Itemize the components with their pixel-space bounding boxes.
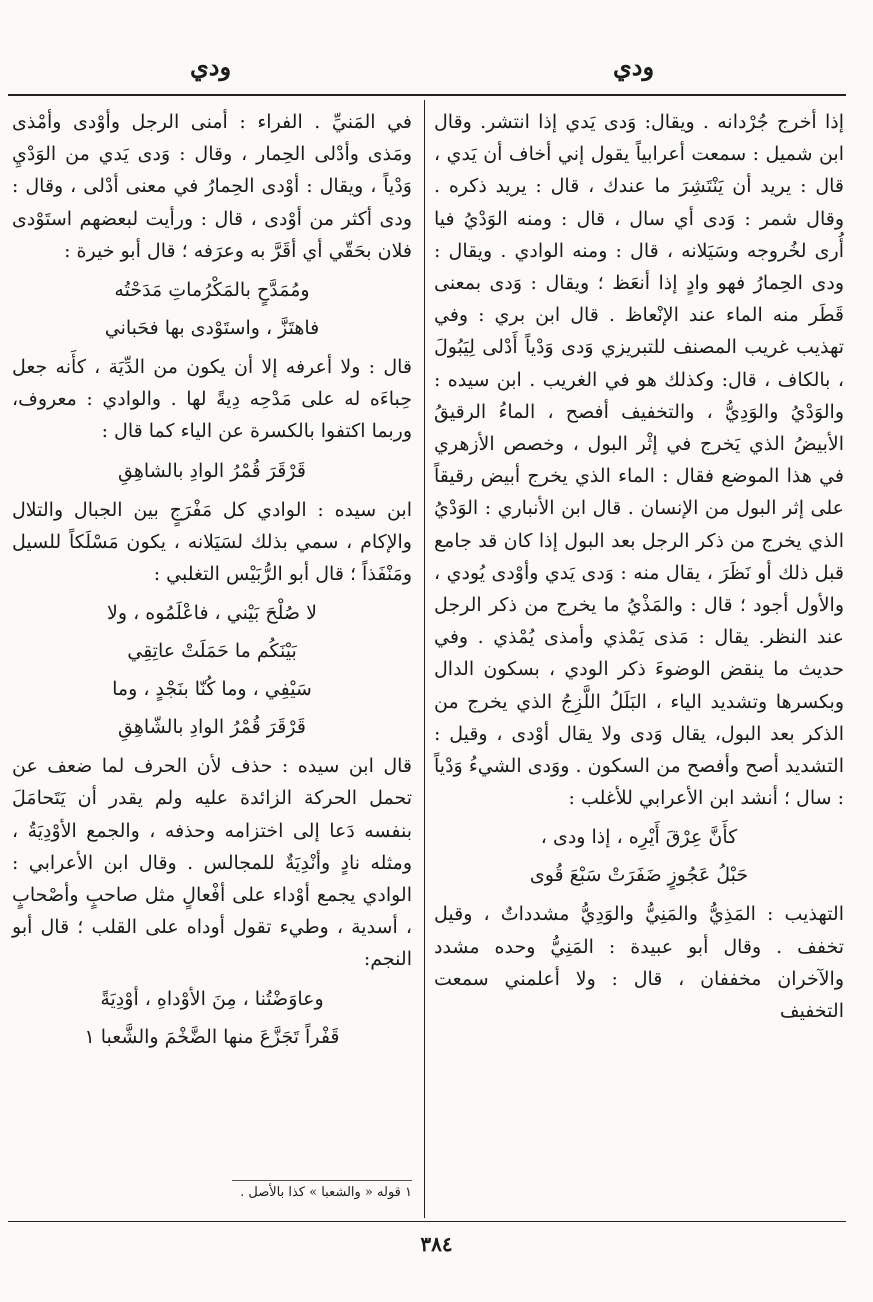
left-verse-4-line-1: وعاوَضْتُنا ، مِنَ الأوْداهِ ، أوْدِيَةً [100, 987, 324, 1010]
left-paragraph-2: قال : ولا أعرفه إلا أن يكون من الدِّيَة ، كأَنه جعل حِباءَه له على مَدْحِه دِيةً لها . والوادي : معروف، وربما اكتفوا بالكسرة عن الياء كما قال : [12, 356, 412, 443]
column-divider [424, 100, 425, 1218]
headword-left: ودي [190, 52, 232, 81]
left-column [12, 106, 412, 1060]
right-column [434, 106, 844, 1027]
left-verse-1-line-2: فاهتَزَّ ، واستَوْدى بها فحَباني [104, 317, 320, 340]
right-verse-line-2: حَبْلُ عَجُوزٍ ضَفَرَتْ سَبْعَ قُوى [529, 864, 749, 887]
left-paragraph-3: ابن سيده : الوادي كل مَفْرَجٍ بين الجبال والتلال والإكام ، سمي بذلك لسَيَلانه ، يكون مَسْلَكاً للسيل ومَنْفَذاً ؛ قال أبو الرُّبَيْس التغلبي : [12, 498, 412, 586]
bottom-rule [8, 1221, 846, 1222]
left-verse-1-line-1: ومُمَدَّحٍ بالمَكْرُماتِ مَدَحْتُه [114, 279, 310, 302]
left-verse-3-line-1: لا صُلْحَ بَيْني ، فاعْلَمُوه ، ولا [107, 602, 317, 625]
left-paragraph-1: في المَنيِّ . الفراء : أمنى الرجل وأوْدى وأمْذى ومَذى وأدْلى الحِمار ، وقال : وَدى يَدي من الوَدْيِ وَدْياً ، ويقال : أوْدى الحِمارُ في معنى أدْلى ، وقال : ودى أكثر من أوْدى ، قال : ورأيت لبعضهم استَوْدى فلان بحَقّي أي أقَرَّ به وعرَفه ؛ قال أبو خيرة : [12, 111, 412, 262]
right-column-text: إذا أخرج جُرْدانه . ويقال: وَدى يَدي إذا انتشر. وقال ابن شميل : سمعت أعرابياً يقول إني أخاف أن يَدي ، قال : يريد أن يَنْتَشِرَ ما عندك ، قال : يريد ذكره . وقال شمر : وَدى أي سال ، قال : ومنه الوَدْيُ فيا أُرى لخُروجه وسَيَلانه ، قال : ومنه الوادي . ويقال : ودى الحِمارُ فهو وادٍ إذا أنعَظ ؛ ويقال : وَدى بمعنى قَطَر منه الماء عند الإنْعاظ . قال ابن بري : وفي تهذيب غريب المصنف للتبريزي وَدى وَدْياً أَدْلى لِيَبُولَ ، بالكاف ، قال: وكذلك هو في الغريب . ابن سيده : والوَدْيُ والوَدِيُّ ، والتخفيف أفصح ، الماءُ الرقيقُ الأبيضُ الذي يَخرج في إثْر البول ، وخصص الأزهري في هذا الموضع فقال : الماء الذي يخرج أبيض رقيقاً على إثر البول من الإنسان . قال ابن الأنباري : الوَدْيُ الذي يخرج من ذكر الرجل بعد البول إذا كان قد جامع قبل ذلك أو نَظَرَ ، يقال منه : وَدى يَدي وأوْدى يُودي ، والأول أجود ؛ قال : والمَذْيُ ما يخرج من ذكر الرجل عند النظر. يقال : مَذى يَمْذي وأمذى يُمْذي . وفي حديث ما ينقض الوضوءَ ذكر الودي ، بسكون الدال وبكسرها وتشديد الياء ، البَلَلُ اللَّزِجُ الذي يخرج من الذكر بعد البول، يقال وَدى ولا يقال أوْدى ، وقيل : التشديد أصح وأفصح من السكون . ووَدى الشيءُ وَدْياً : سال ؛ أنشد ابن الأعرابي للأغلب : [434, 111, 844, 810]
page-number: ٣٨٤ [420, 1232, 453, 1256]
header-rule [8, 94, 846, 96]
footnote-rule [232, 1180, 412, 1181]
left-verse-3-line-3: سَيْفِي ، وما كُنّا بنَجْدٍ ، وما [112, 678, 312, 701]
left-verse-4-line-2: قَفْراً تَجَزَّعَ منها الضَّخْمَ والشَّعبا ١ [84, 1025, 340, 1048]
footnote: ١ قوله « والشعبا » كذا بالأصل . [240, 1185, 412, 1200]
page-header [0, 52, 873, 92]
left-verse-3-line-4: قَرْقَرَ قُمْرُ الوادِ بالشّاهِقِ [118, 716, 306, 739]
right-verse-line-1: كأَنَّ عِرْقَ أَيْرِه ، إذا ودى ، [540, 826, 738, 849]
headword-right: ودي [613, 52, 655, 81]
left-verse-3-line-2: بَيْنَكُم ما حَمَلَتْ عاتِقِي [127, 640, 297, 663]
right-column-tail: التهذيب : المَذِيُّ والمَنِيُّ والوَدِيُّ مشدداتٌ ، وقيل تخفف . وقال أبو عبيدة : المَنِيُّ وحده مشدد والآخران مخففان ، قال : ولا أعلمني سمعت التخفيف [434, 903, 844, 1023]
left-paragraph-4: قال ابن سيده : حذف لأن الحرف لما ضعف عن تحمل الحركة الزائدة عليه ولم يقدر أن يَتَحامَلَ بنفسه دَعا إلى اختزامه وحذفه ، والجمع الأوْدِيَةُ ، ومثله نادٍ وأنْدِيَةٌ للمجالس . وقال ابن الأعرابي : الوادي يجمع أوْداء على أفْعالٍ مثل صاحبٍ وأصْحابٍ ، أسدية ، وطيء تقول أوداه على القلب ؛ قال أبو النجم: [12, 755, 412, 971]
left-verse-2-line-1: قَرْقَرَ قُمْرُ الوادِ بالشاهِقِ [118, 459, 306, 482]
